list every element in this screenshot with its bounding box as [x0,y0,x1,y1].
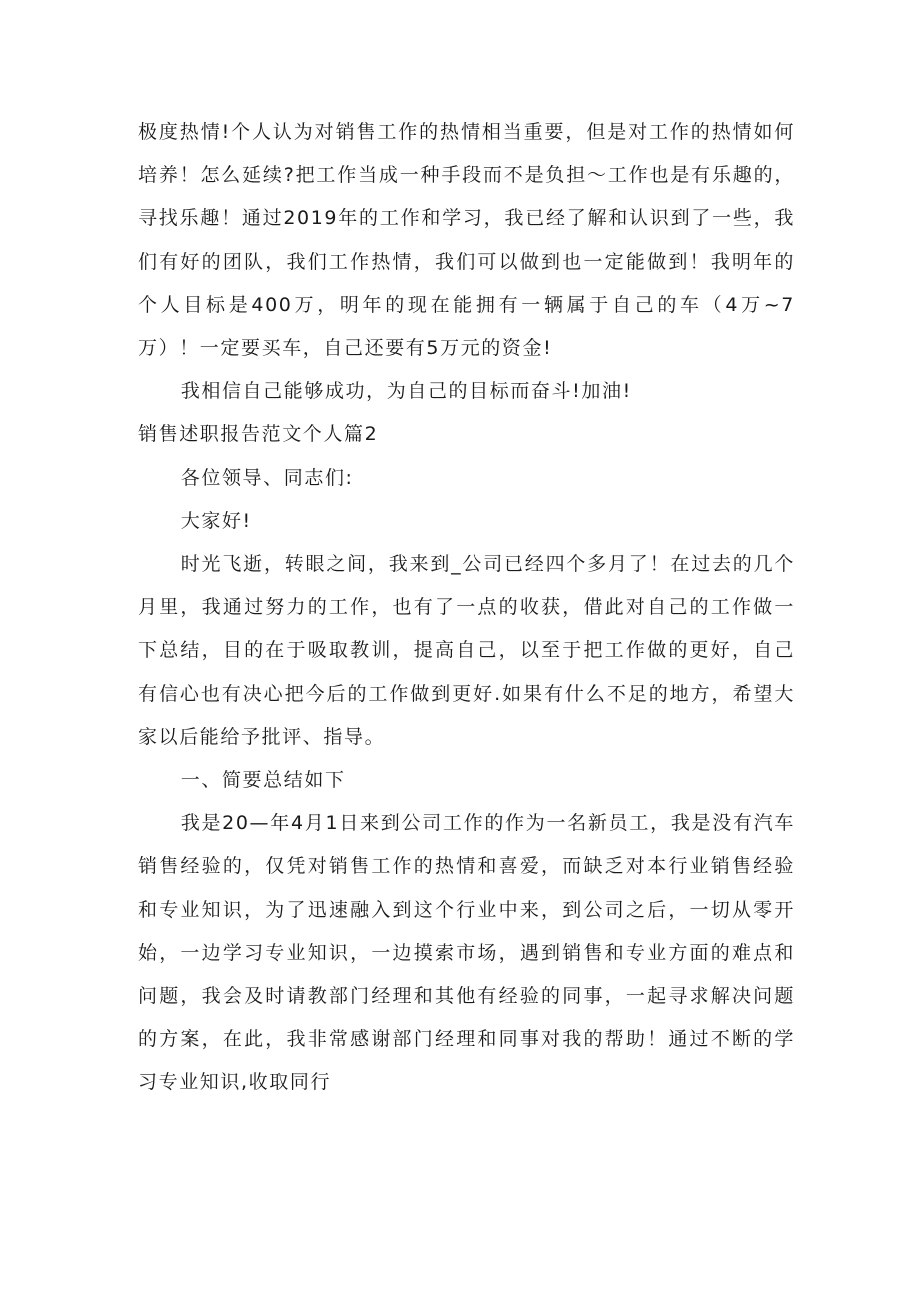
subsection-heading: 一、简要总结如下 [180,769,346,792]
body-paragraph-passion: 极度热情!个人认为对销售工作的热情相当重要，但是对工作的热情如何培养！怎么延续?把工作当成一种手段而不是负担～工作也是有乐趣的，寻找乐趣！通过2019年的工作和学习，我已经了解和认识到了一些，我们有好的团队，我们工作热情，我们可以做到也一定能做到！我明年的个人目标是400万，明年的现在能拥有一辆属于自己的车（4万~7万）！一定要买车，自己还要有5万元的资金! [138,121,795,360]
body-paragraph-belief: 我相信自己能够成功，为自己的目标而奋斗!加油! [180,380,632,403]
body-paragraph-summary: 我是20—年4月1日来到公司工作的作为一名新员工，我是没有汽车销售经验的，仅凭对销售工作的热情和喜爱，而缺乏对本行业销售经验和专业知识，为了迅速融入到这个行业中来，到公司之后，一切从零开始，一边学习专业知识，一边摸索市场，遇到销售和专业方面的难点和问题，我会及时请教部门经理和其他有经验的同事，一起寻求解决问题的方案，在此，我非常感谢部门经理和同事对我的帮助！通过不断的学习专业知识,收取同行 [138,812,795,1094]
section-title: 销售述职报告范文个人篇2 [138,423,379,446]
greeting: 大家好! [180,509,252,532]
salutation: 各位领导、同志们: [180,466,354,489]
body-paragraph-intro: 时光飞逝，转眼之间，我来到_公司已经四个多月了！在过去的几个月里，我通过努力的工作，也有了一点的收获，借此对自己的工作做一下总结，目的在于吸取教训，提高自己，以至于把工作做的更好，自己有信心也有决心把今后的工作做到更好.如果有什么不足的地方，希望大家以后能给予批评、指导。 [138,553,795,748]
